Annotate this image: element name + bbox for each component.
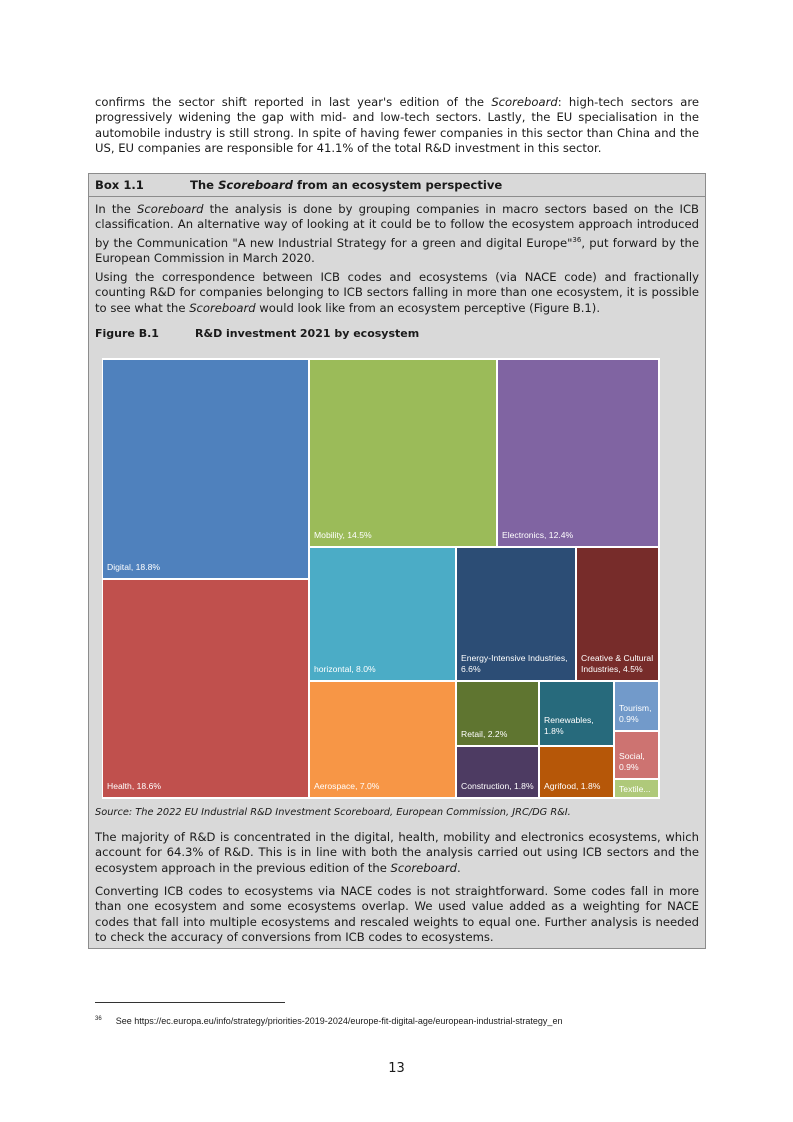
treemap-cell-renewables [540,682,613,745]
treemap-label-health: Health, 18.6% [107,781,161,791]
treemap-cell-aerospace [310,682,455,797]
footnote-divider [95,1002,285,1003]
treemap-cell-tourism [615,682,658,730]
treemap-label-social: Social, 0.9% [619,751,645,772]
treemap-label-electronics: Electronics, 12.4% [502,530,574,540]
treemap-cell-electronics [498,360,658,546]
treemap-cell-energy-intensive [457,548,575,680]
figure-number: Figure B.1 [95,327,159,340]
treemap-label-construction: Construction, 1.8% [461,781,534,791]
treemap-cell-health [103,580,308,797]
treemap-label-digital: Digital, 18.8% [107,562,161,572]
treemap-cell-construction [457,747,538,797]
page-number: 13 [388,1061,405,1076]
treemap-label-horizontal: horizontal, 8.0% [314,664,376,674]
box-1-1 [88,173,706,949]
footnote-link-text[interactable]: See https://ec.europa.eu/info/strategy/priorities-2019-2024/europe-fit-digital-age/european-industrial-strategy_en [115,1016,563,1026]
treemap-label-energy-intensive: Energy-Intensive Industries, 6.6% [461,653,568,674]
treemap-label-tourism: Tourism, 0.9% [619,703,652,724]
treemap-cell-creative-cultural [577,548,658,680]
treemap-chart [102,358,660,799]
treemap-cell-social [615,732,658,778]
treemap-label-aerospace: Aerospace, 7.0% [314,781,380,791]
footnote [95,1016,562,1026]
intro-paragraph: confirms the sector shift reported in last year's edition of the Scoreboard: high-tech sectors are progressively widening the gap with mid- and low-tech sectors. Lastly, the EU specialisation in the automobile industry is still strong. In spite of having fewer companies in this sector than China and the US, EU companies are responsible for 41.1% of the total R&D investment in this sector. [95,95,699,156]
box-header [89,174,705,197]
treemap-label-agrifood: Agrifood, 1.8% [544,781,601,791]
figure-title: R&D investment 2021 by ecosystem [195,327,420,340]
box-title: The Scoreboard from an ecosystem perspective [190,178,503,192]
box-paragraph-4: Converting ICB codes to ecosystems via NACE codes is not straightforward. Some codes fall in more than one ecosystem and some ecosystems overlap. We used value added as a weighting for NACE codes that fall into multiple ecosystems and rescaled weights to equal one. Further analysis is needed to check the accuracy of conversions from ICB codes to ecosystems. [95,884,699,945]
figure-source: Source: The 2022 EU Industrial R&D Investment Scoreboard, European Commission, JRC/DG R&I. [95,807,571,818]
box-paragraph-1: In the Scoreboard the analysis is done by grouping companies in macro sectors based on the ICB classification. An alternative way of looking at it could be to follow the ecosystem approach introduced by the Communication "A new Industrial Strategy for a green and digital Europe"$^{36}$, put forward by the European Commission in March 2020. [95,202,699,266]
treemap-cell-retail [457,682,538,745]
treemap-label-mobility: Mobility, 14.5% [314,530,372,540]
treemap-cell-textile [615,780,658,797]
footnote-number: 36 [95,1016,102,1022]
box-paragraph-3: The majority of R&D is concentrated in the digital, health, mobility and electronics ecosystems, which account for 64.3% of R&D. This is in line with both the analysis carried out using ICB sectors and the ecosystem approach in the previous edition of the Scoreboard. [95,830,699,875]
treemap-cell-digital [103,360,308,578]
treemap-cell-mobility [310,360,496,546]
box-number: Box 1.1 [95,178,144,192]
treemap-cell-agrifood [540,747,613,797]
box-paragraph-2: Using the correspondence between ICB codes and ecosystems (via NACE code) and fractionally counting R&D for companies belonging to ICB sectors falling in more than one ecosystem, it is possible to see what the Scoreboard would look like from an ecosystem perceptive (Figure B.1). [95,270,699,315]
treemap-label-retail: Retail, 2.2% [461,729,508,739]
treemap-cell-horizontal [310,548,455,680]
treemap-label-textile: Textile... [619,784,651,794]
treemap-label-creative-cultural: Creative & Cultural Industries, 4.5% [581,653,654,674]
treemap-label-renewables: Renewables, 1.8% [544,715,594,736]
